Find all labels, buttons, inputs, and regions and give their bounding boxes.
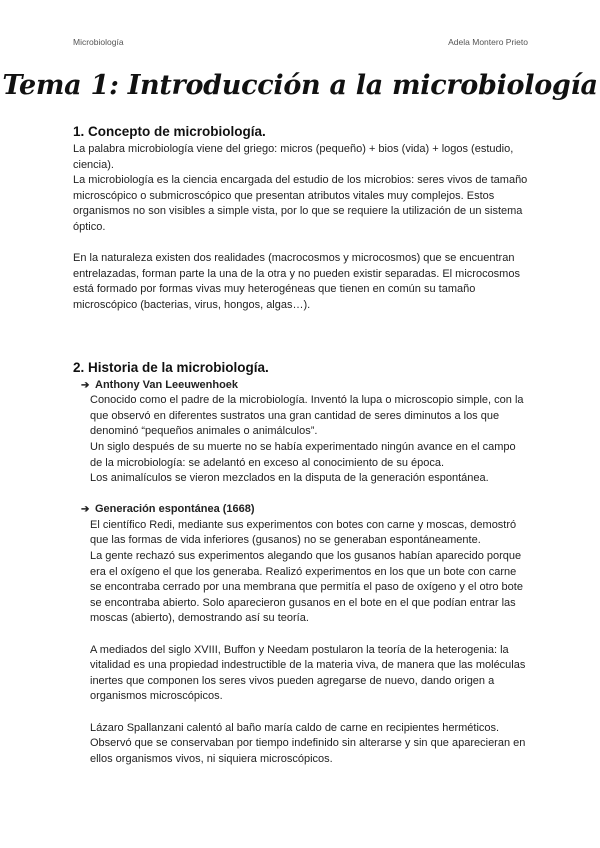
- subsection-title: Generación espontánea (1668): [95, 503, 255, 516]
- document-body: [73, 124, 528, 767]
- arrow-bullet-icon: ➔: [81, 379, 90, 391]
- subsection-heading-leeuwenhoek: [81, 378, 528, 394]
- header-author: Adela Montero Prieto: [448, 37, 528, 47]
- paragraph: La palabra microbiología viene del griego: micros (pequeño) + bios (vida) + logos (estudio, ciencia).: [73, 143, 514, 171]
- subsection-title: Anthony Van Leeuwenhoek: [95, 378, 239, 391]
- page-header: [73, 37, 528, 47]
- section-historia: [73, 360, 528, 768]
- section-heading: 2. Historia de la microbiología.: [73, 359, 269, 375]
- paragraph: La gente rechazó sus experimentos alegando que los gusanos habían aparecido porque era el oxígeno el que los generaba. Realizó experimentos en los que un bote con carne se encontraba cerrado por una membrana que permitía el paso de oxígeno y el otro bote se encontraba abierto. Solo aparecieron gusanos en el bote en el que podían entrar las moscas (abierto), demostrando así su teoría.: [90, 550, 523, 625]
- document-title: Tema 1: Introducción a la microbiología: [2, 70, 598, 101]
- paragraph: En la naturaleza existen dos realidades (macrocosmos y microcosmos) que se encuentran entrelazadas, forman parte la una de la otra y no pueden existir separadas. El microcosmos está formado por formas vivas muy heterogéneas que tienen en común su tamaño microscópico (bacterias, virus, hongos, algas…).: [73, 252, 520, 311]
- section-concepto: [73, 124, 528, 314]
- paragraph: La microbiología es la ciencia encargada del estudio de los microbios: seres vivos de tamaño microscópico o submicroscópico que presentan atributos vitales muy complejos. Estos organismos no son visibles a simple vista, por lo que se requiere la utilización de un sistema óptico.: [73, 174, 528, 233]
- paragraph: Conocido como el padre de la microbiología. Inventó la lupa o microscopio simple, con la que observó en diferentes sustratos una gran cantidad de seres diminutos a los que denominó “pequeños animales o animálculos”.: [90, 394, 524, 438]
- header-subject: Microbiología: [73, 37, 124, 47]
- arrow-bullet-icon: ➔: [81, 504, 90, 516]
- paragraph: El científico Redi, mediante sus experimentos con botes con carne y moscas, demostró que las formas de vida inferiores (gusanos) no se generaban espontáneamente.: [90, 518, 517, 547]
- section-heading: 1. Concepto de microbiología.: [73, 124, 266, 139]
- paragraph: Lázaro Spallanzani calentó al baño maría caldo de carne en recipientes herméticos. Observó que se conservaban por tiempo indefinido sin alterarse y sin que aparecieran en ellos organismos vivos, ni siquiera microscópicos.: [90, 721, 526, 765]
- paragraph: Un siglo después de su muerte no se había experimentado ningún avance en el campo de la microbiología: se adelantó en exceso al conocimiento de su época.: [90, 440, 516, 469]
- subsection-heading-generacion: [81, 502, 528, 518]
- paragraph: Los animalículos se vieron mezclados en la disputa de la generación espontánea.: [90, 472, 489, 485]
- paragraph: A mediados del siglo XVIII, Buffon y Needam postularon la teoría de la heterogenia: la vitalidad es una propiedad indestructible de la materia viva, de manera que las moléculas inertes que componen los seres vivos pueden agregarse de nuevo, dando origen a organismos microscópicos.: [90, 643, 526, 703]
